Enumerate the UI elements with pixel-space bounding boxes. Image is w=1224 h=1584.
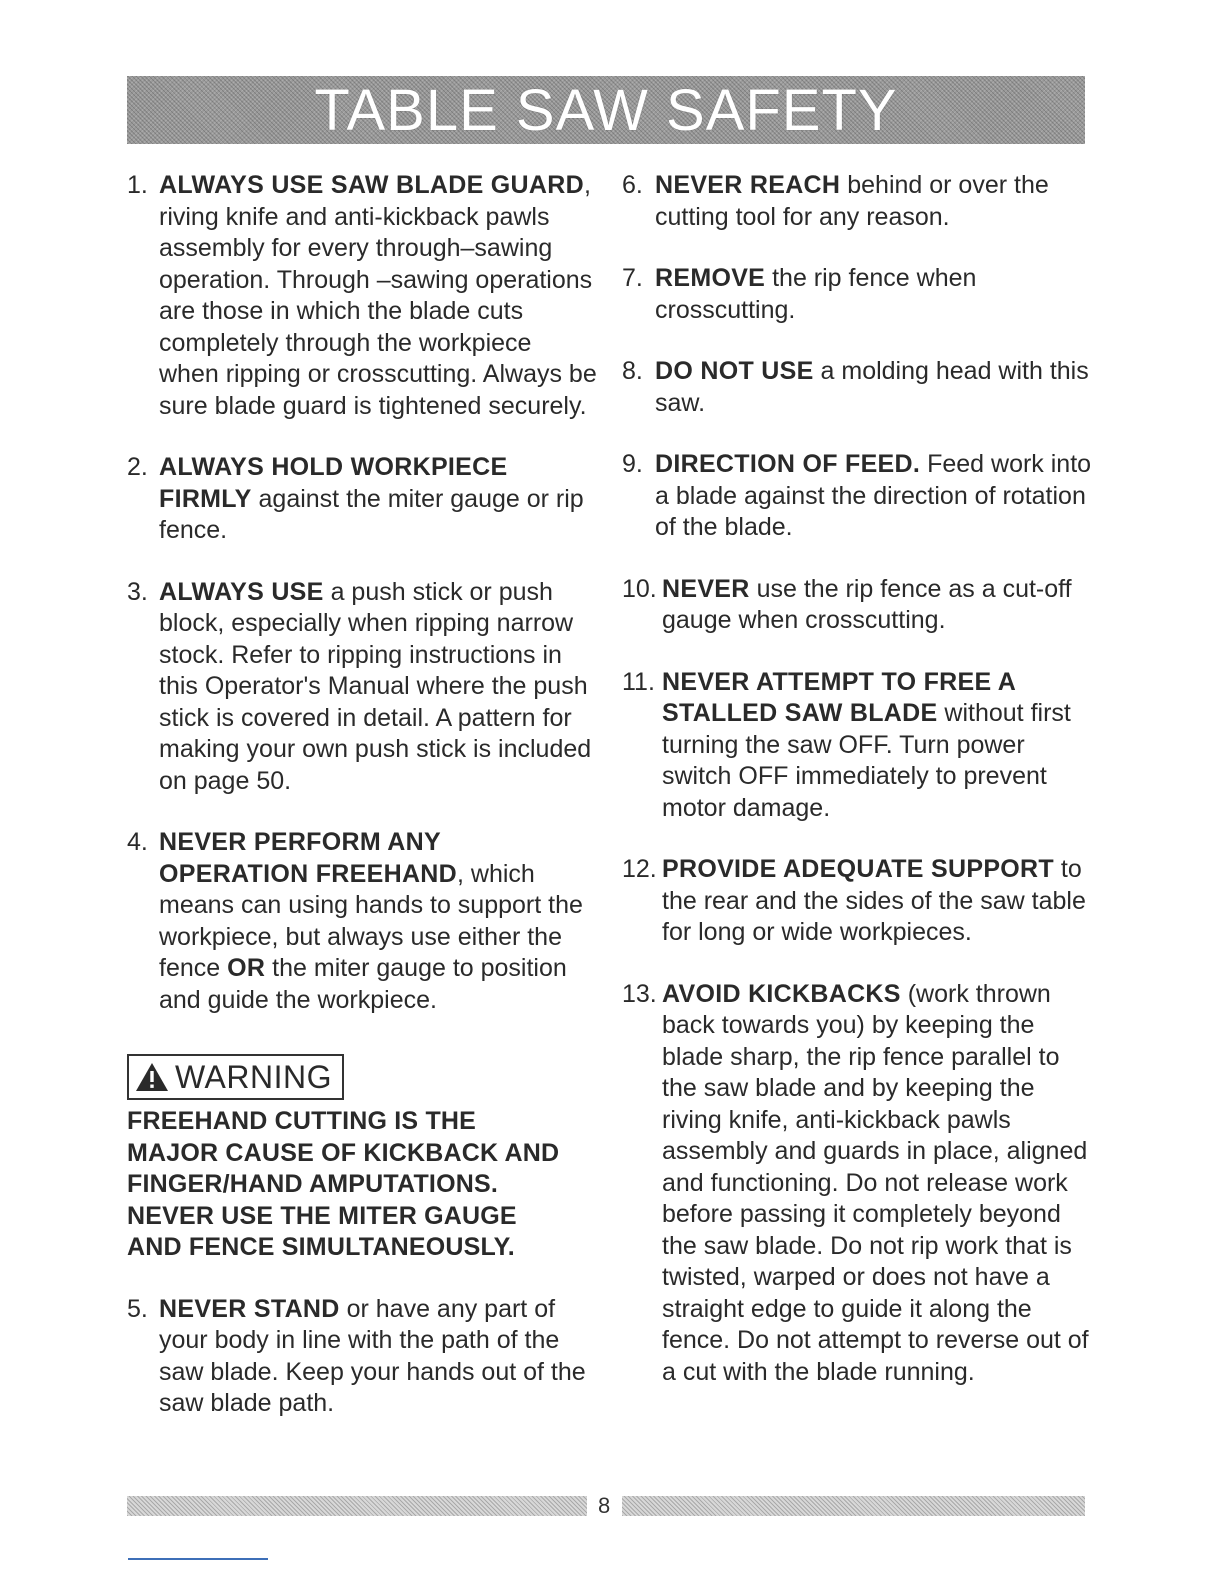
item-body: [622, 574, 1092, 637]
item-body: [622, 854, 1092, 949]
item-number: 13.: [622, 979, 657, 1008]
item-number: 12.: [622, 855, 657, 883]
right-column: [622, 170, 1092, 1418]
item-lead: NEVER PERFORM ANY OPERATION FREEHAND: [159, 828, 458, 888]
item-lead: NEVER STAND: [159, 1294, 340, 1323]
item-text: against the miter gauge or rip fence.: [159, 484, 584, 544]
item-lead: REMOVE: [655, 264, 766, 292]
safety-item-7: [622, 263, 1092, 326]
item-text: , riving knife and anti-kickback pawls assembly for every through–sawing operation. Through –sawing operations are those in which the blade cuts completely through the workpiece when ripping or crosscutting. Always be sure blade guard is tightened securely.: [159, 171, 597, 420]
item-lead: NEVER ATTEMPT TO FREE A STALLED SAW BLADE: [662, 667, 1016, 727]
item-number: 11.: [622, 667, 655, 696]
safety-item-11: [622, 667, 1092, 825]
item-text: use the rip fence as a cut-off gauge when crosscutting.: [662, 574, 1072, 634]
safety-item-8: [622, 356, 1092, 419]
warning-line: FINGER/HAND AMPUTATIONS.: [127, 1170, 498, 1198]
item-text: behind or over the cutting tool for any reason.: [655, 171, 1049, 231]
warning-line: AND FENCE SIMULTANEOUSLY.: [127, 1233, 515, 1261]
safety-item-6: [622, 170, 1092, 233]
item-body: [127, 577, 597, 798]
item-lead: DO NOT USE: [655, 357, 814, 385]
safety-item-10: [622, 574, 1092, 637]
item-number: 4.: [127, 828, 148, 856]
left-column: [127, 170, 597, 1450]
item-number: 3.: [127, 577, 148, 606]
title-banner: [127, 76, 1085, 144]
safety-item-2: [127, 452, 597, 547]
item-text: the rip fence when crosscutting.: [655, 264, 977, 324]
safety-item-5: [127, 1294, 597, 1420]
item-number: 6.: [622, 171, 643, 199]
footer-rule-left: [127, 1496, 587, 1516]
safety-item-9: [622, 449, 1092, 544]
safety-item-3: [127, 577, 597, 798]
item-lead: PROVIDE ADEQUATE SUPPORT: [662, 855, 1054, 883]
item-body: [127, 827, 597, 1016]
item-body: [622, 356, 1092, 419]
item-lead-or: OR: [227, 954, 266, 982]
item-lead: DIRECTION OF FEED.: [655, 450, 921, 478]
safety-item-13: [622, 979, 1092, 1389]
safety-item-4: [127, 827, 597, 1016]
item-body: [127, 452, 597, 547]
warning-label-box: [127, 1054, 344, 1100]
item-text: (work thrown back towards you) by keeping the blade sharp, the rip fence parallel to the saw blade and by keeping the riving knife, anti-kickback pawls assembly and guards in place, aligned and functioning. Do not release work before passing it completely beyond the saw blade. Do not rip work that is twisted, warped or does not have a straight edge to guide it along the fence. Do not attempt to reverse out of a cut with the blade running.: [662, 979, 1089, 1386]
item-text: Feed work into a blade against the direction of rotation of the blade.: [655, 450, 1092, 541]
item-lead: NEVER REACH: [655, 171, 841, 199]
item-body: [622, 263, 1092, 326]
item-body: [127, 170, 597, 422]
item-text: to the rear and the sides of the saw table for long or wide workpieces.: [662, 855, 1086, 946]
item-lead: ALWAYS USE SAW BLADE GUARD: [159, 171, 584, 199]
warning-message: [127, 1106, 597, 1264]
item-text-2: the miter gauge to position and guide the workpiece.: [159, 954, 567, 1014]
page-title: TABLE SAW SAFETY: [314, 77, 898, 143]
item-body: [622, 170, 1092, 233]
item-number: 5.: [127, 1294, 148, 1323]
item-number: 1.: [127, 171, 148, 199]
item-number: 8.: [622, 357, 643, 385]
item-body: [127, 1294, 597, 1420]
item-lead: NEVER: [662, 574, 750, 603]
item-text: without first turning the saw OFF. Turn power switch OFF immediately to prevent motor damage.: [662, 699, 1071, 822]
safety-item-12: [622, 854, 1092, 949]
footer-rule-right: [622, 1496, 1085, 1516]
page-number: 8: [598, 1493, 611, 1518]
item-body: [622, 667, 1092, 825]
safety-item-1: [127, 170, 597, 422]
item-text: , which means can using hands to support the workpiece, but always use either the fence: [159, 859, 583, 982]
item-number: 9.: [622, 450, 643, 478]
item-number: 2.: [127, 453, 148, 481]
item-lead: ALWAYS HOLD WORKPIECE FIRMLY: [159, 453, 508, 513]
item-text: a molding head with this saw.: [655, 357, 1089, 417]
item-lead: AVOID KICKBACKS: [662, 979, 901, 1008]
item-body: [622, 979, 1092, 1389]
warning-line: MAJOR CAUSE OF KICKBACK AND: [127, 1138, 560, 1167]
warning-line: NEVER USE THE MITER GAUGE: [127, 1201, 517, 1230]
item-text: or have any part of your body in line with the path of the saw blade. Keep your hands out of the saw blade path.: [159, 1294, 586, 1417]
item-lead: ALWAYS USE: [159, 577, 324, 606]
item-body: [622, 449, 1092, 544]
warning-line: FREEHAND CUTTING IS THE: [127, 1107, 477, 1135]
item-number: 10.: [622, 574, 657, 603]
item-text: a push stick or push block, especially when ripping narrow stock. Refer to ripping instructions in this Operator's Manual where the push stick is covered in detail. A pattern for making your own push stick is included on page 50.: [159, 577, 592, 795]
warning-label: WARNING: [175, 1059, 332, 1095]
item-number: 7.: [622, 264, 643, 292]
warning-triangle-icon: [135, 1062, 169, 1092]
bottom-rule: [128, 1558, 268, 1560]
